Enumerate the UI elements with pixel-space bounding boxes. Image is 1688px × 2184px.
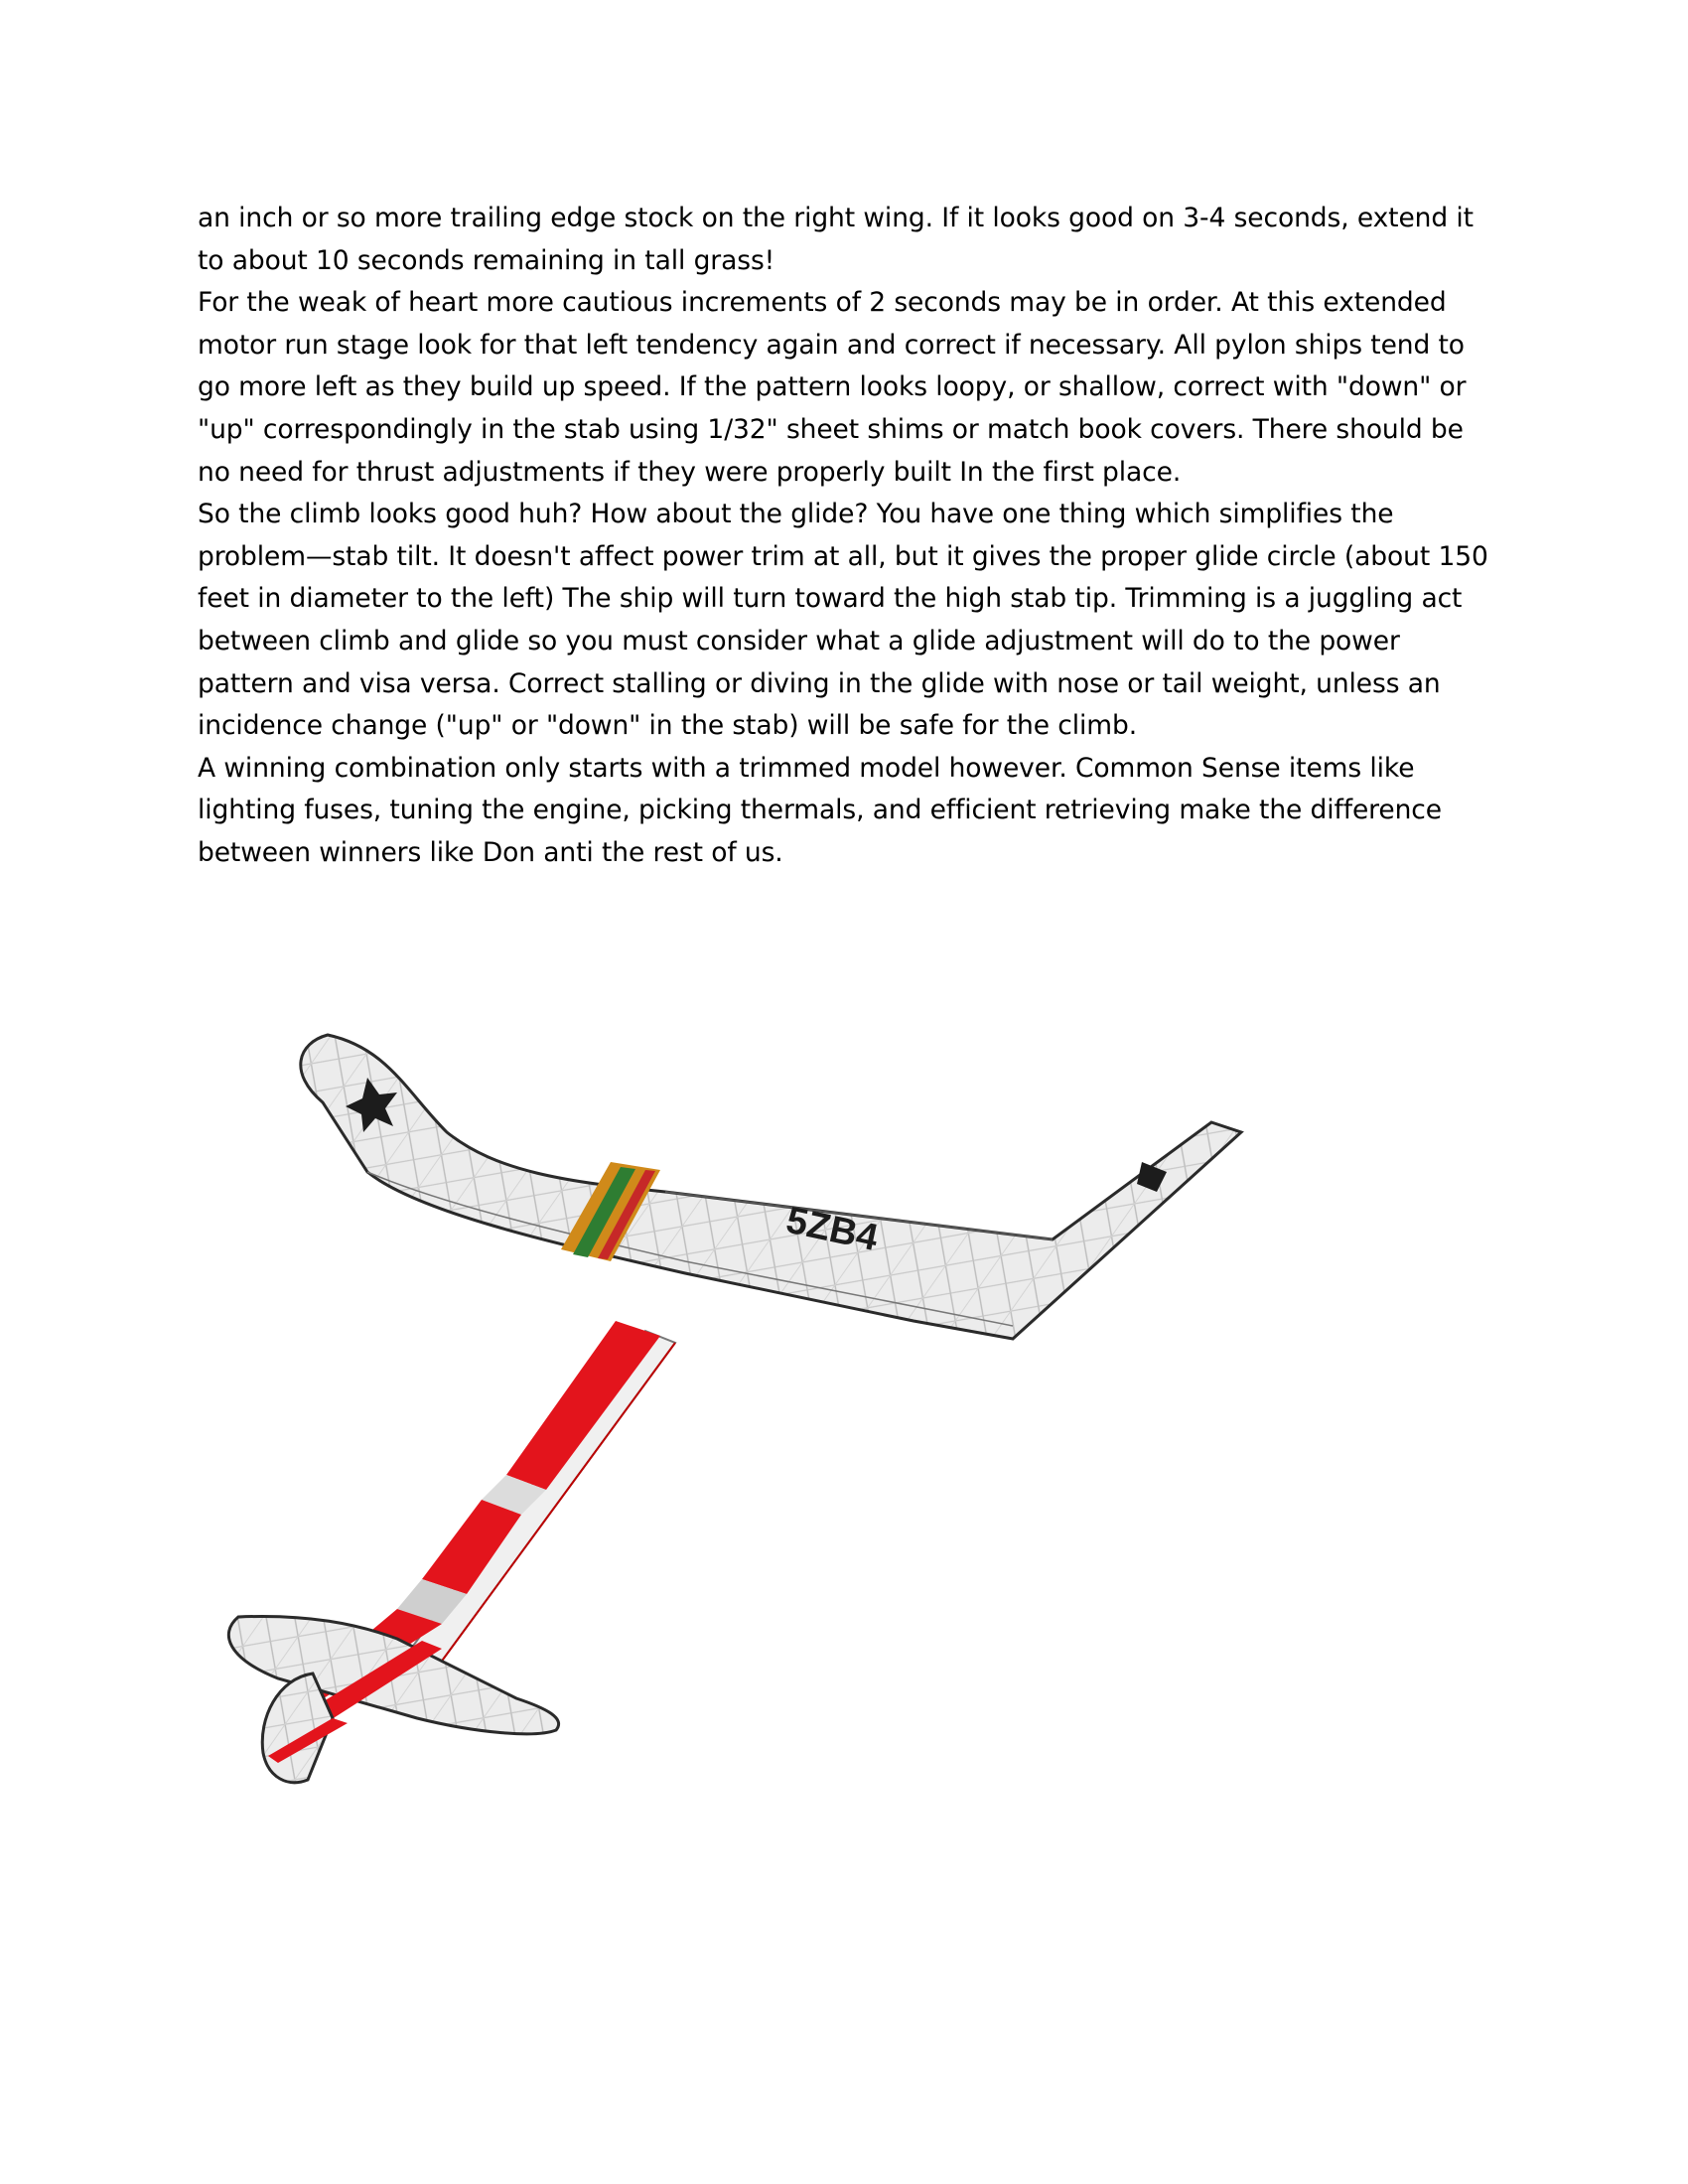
wing-registration: 5ZB4 (782, 1199, 882, 1260)
main-wing (301, 1035, 1241, 1339)
model-airplane-illustration (218, 1023, 1479, 1818)
paragraph-2: For the weak of heart more cautious increments of 2 seconds may be in order. At this extended motor run stage look for that left tendency again and correct if necessary. All pylon ships tend to go more left as they build up speed. If the pattern looks loopy, or shallow, correct with "down" or "up" correspondingly in the stab using 1/32" sheet shims or match book covers. There should be no need for thrust adjustments if they were properly built In the first place. (198, 287, 1467, 488)
paragraph-3: So the climb looks good huh? How about the glide? You have one thing which simplifies the problem—stab tilt. It doesn't affect power trim at all, but it gives the proper glide circle (about 150 feet in diameter to the left) The ship will turn toward the high stab tip. Trimming is a juggling act between climb and glide so you must consider what a glide adjustment will do to the power pattern and visa versa. Correct stalling or diving in the glide with nose or tail weight, unless an incidence change ("up" or "down" in the stab) will be safe for the climb. (198, 499, 1488, 742)
paragraph-1: an inch or so more trailing edge stock on the right wing. If it looks good on 3-4 seconds, extend it to about 10 seconds remaining in tall grass! (198, 203, 1474, 276)
model-airplane-photo (218, 1023, 1479, 1818)
article-body (198, 198, 1498, 875)
paragraph-4: A winning combination only starts with a trimmed model however. Common Sense items like lighting fuses, tuning the engine, picking thermals, and efficient retrieving make the difference between winners like Don anti the rest of us. (198, 752, 1442, 868)
